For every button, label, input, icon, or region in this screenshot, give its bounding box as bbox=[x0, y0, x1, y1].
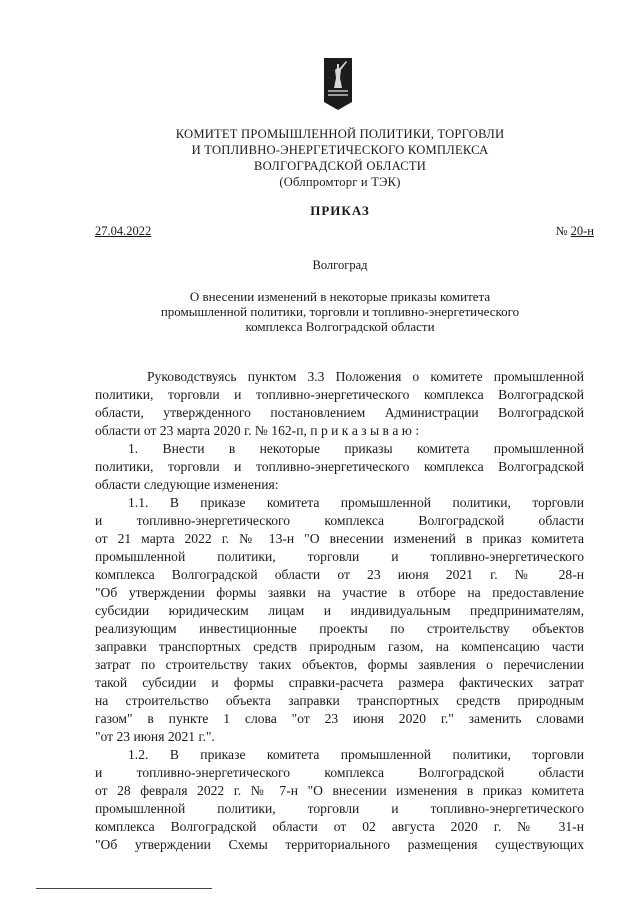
body-line: затрат по строительству таких объектов, формы заявления о перечислении bbox=[95, 657, 584, 672]
org-name-line-2: И ТОПЛИВНО-ЭНЕРГЕТИЧЕСКОГО КОМПЛЕКСА bbox=[191, 143, 489, 157]
body-line: "Об утверждении Схемы территориального размещения существующих bbox=[95, 837, 584, 852]
body-line: и топливно-энергетического комплекса Волгоградской области bbox=[95, 513, 584, 528]
document-city: Волгоград bbox=[312, 258, 368, 272]
body-line: промышленной политики, торговли и топливно-энергетического bbox=[95, 801, 584, 816]
document-number: № 20-н bbox=[555, 224, 594, 238]
subject-line-3: комплекса Волгоградской области bbox=[245, 319, 435, 334]
document-type: ПРИКАЗ bbox=[310, 203, 370, 218]
footnote-separator bbox=[36, 888, 212, 889]
body-line: на строительство объекта заправки транспортных средств природным bbox=[95, 693, 584, 708]
body-line: и топливно-энергетического комплекса Волгоградской области bbox=[95, 765, 584, 780]
body-line: от 21 марта 2022 г. № 13-н "О внесении изменений в приказ комитета bbox=[95, 531, 584, 546]
org-name-line-3: ВОЛГОГРАДСКОЙ ОБЛАСТИ bbox=[253, 159, 427, 173]
coat-of-arms-emblem bbox=[324, 58, 352, 110]
body-line: области от 23 марта 2020 г. № 162-п, п р и к а з ы в а ю : bbox=[95, 423, 420, 438]
document-date: 27.04.2022 bbox=[95, 224, 152, 238]
body-line: Руководствуясь пунктом 3.3 Положения о комитете промышленной bbox=[147, 369, 584, 384]
subject-line-2: промышленной политики, торговли и топливно-энергетического bbox=[160, 304, 520, 319]
body-line: области, утвержденного постановлением Администрации Волгоградской bbox=[95, 405, 584, 420]
body-line: политики, торговли и топливно-энергетического комплекса Волгоградской bbox=[95, 387, 584, 402]
body-line: области следующие изменения: bbox=[95, 477, 279, 492]
body-line: 1. Внести в некоторые приказы комитета промышленной bbox=[128, 441, 584, 456]
org-name-line-1: КОМИТЕТ ПРОМЫШЛЕННОЙ ПОЛИТИКИ, ТОРГОВЛИ bbox=[175, 127, 505, 141]
body-line: реализующим инвестиционные проекты по строительству объектов bbox=[95, 621, 584, 636]
body-line: субсидии юридическим лицам и индивидуальным предпринимателям, bbox=[95, 603, 584, 618]
body-line: газом" в пункте 1 слова "от 23 июня 2020 г." заменить словами bbox=[95, 711, 584, 726]
subject-line-1: О внесении изменений в некоторые приказы комитета bbox=[189, 289, 491, 304]
body-line: от 28 февраля 2022 г. № 7-н "О внесении изменения в приказ комитета bbox=[95, 783, 584, 798]
body-line: комплекса Волгоградской области от 23 июня 2021 г. № 28-н bbox=[95, 567, 584, 582]
body-line: промышленной политики, торговли и топливно-энергетического bbox=[95, 549, 584, 564]
body-line: "Об утверждении формы заявки на участие в отборе на предоставление bbox=[95, 585, 584, 600]
body-line: такой субсидии и формы справки-расчета размера фактических затрат bbox=[95, 675, 584, 690]
body-line: "от 23 июня 2021 г.". bbox=[95, 729, 215, 744]
body-line: комплекса Волгоградской области от 02 августа 2020 г. № 31-н bbox=[95, 819, 584, 834]
org-short-name: (Облпромторг и ТЭК) bbox=[279, 175, 401, 189]
body-line: 1.2. В приказе комитета промышленной политики, торговли bbox=[128, 747, 584, 762]
body-line: политики, торговли и топливно-энергетического комплекса Волгоградской bbox=[95, 459, 584, 474]
body-line: 1.1. В приказе комитета промышленной политики, торговли bbox=[128, 495, 584, 510]
body-line: заправки транспортных средств природным газом, на компенсацию части bbox=[95, 639, 584, 654]
